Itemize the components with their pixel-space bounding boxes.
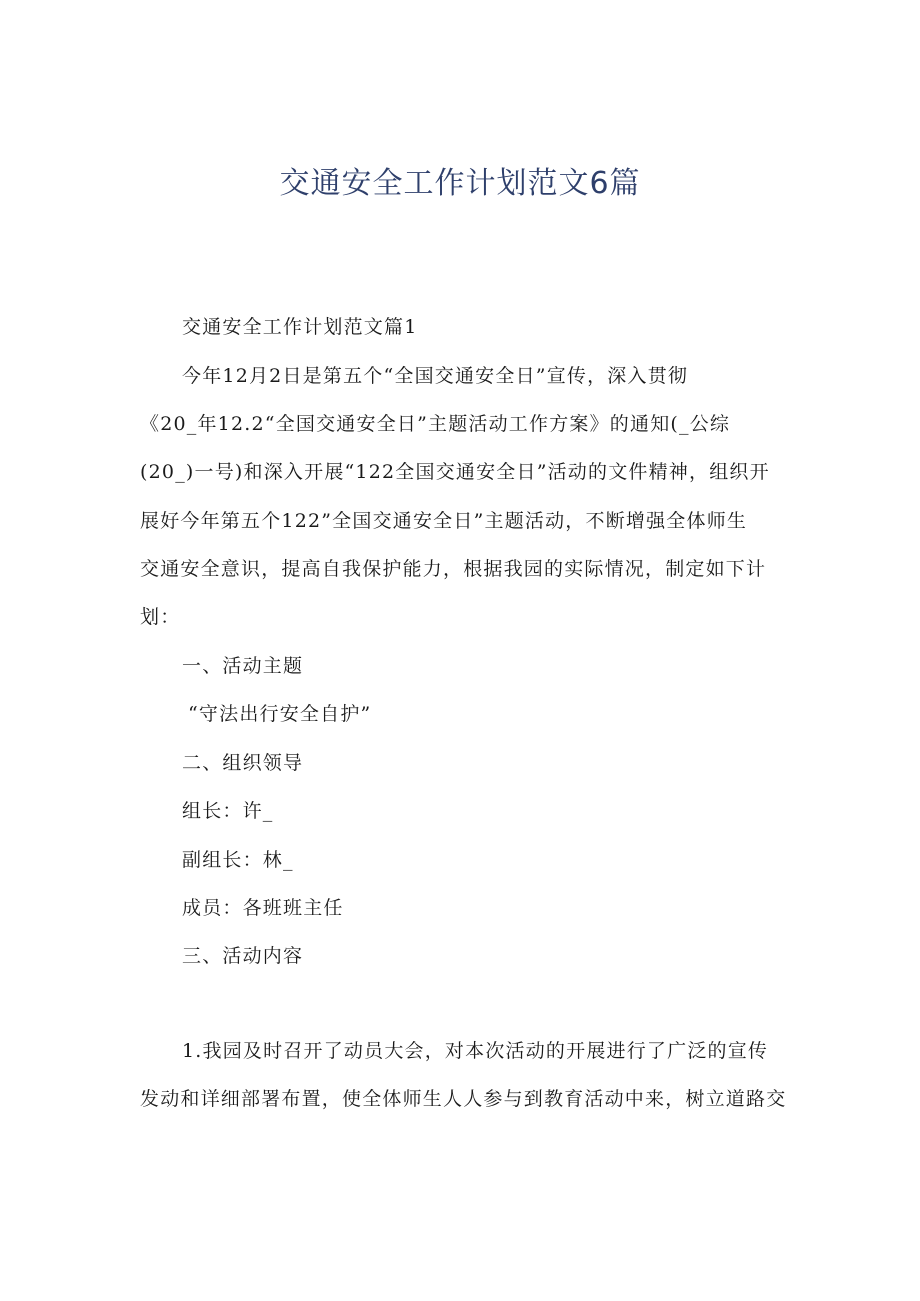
section-heading: 交通安全工作计划范文篇1	[182, 316, 418, 338]
theme-heading: 一、活动主题	[182, 655, 304, 677]
content-heading: 三、活动内容	[182, 945, 304, 967]
org-heading: 二、组织领导	[182, 752, 304, 774]
paragraph-line: 发动和详细部署布置，使全体师生人人参与到教育活动中来，树立道路交	[140, 1088, 787, 1110]
members-line: 成员：各班班主任	[182, 897, 344, 919]
paragraph-line: 《20_年12.2“全国交通安全日”主题活动工作方案》的通知(_公综	[140, 413, 731, 435]
paragraph-line: 展好今年第五个122”全国交通安全日”主题活动，不断增强全体师生	[140, 510, 748, 532]
deputy-leader-line: 副组长：林_	[182, 849, 294, 871]
paragraph-line: 划：	[140, 606, 181, 628]
leader-line: 组长：许_	[182, 800, 274, 822]
theme-text: “守法出行安全自护”	[188, 703, 372, 725]
paragraph-line: (20_)一号)和深入开展“122全国交通安全日”活动的文件精神，组织开	[140, 461, 770, 483]
paragraph-line: 交通安全意识，提高自我保护能力，根据我园的实际情况，制定如下计	[140, 558, 767, 580]
document-title: 交通安全工作计划范文6篇	[279, 166, 641, 201]
paragraph-line: 今年12月2日是第五个“全国交通安全日”宣传，深入贯彻	[182, 365, 689, 387]
paragraph-line: 1.我园及时召开了动员大会，对本次活动的开展进行了广泛的宣传	[182, 1040, 769, 1062]
